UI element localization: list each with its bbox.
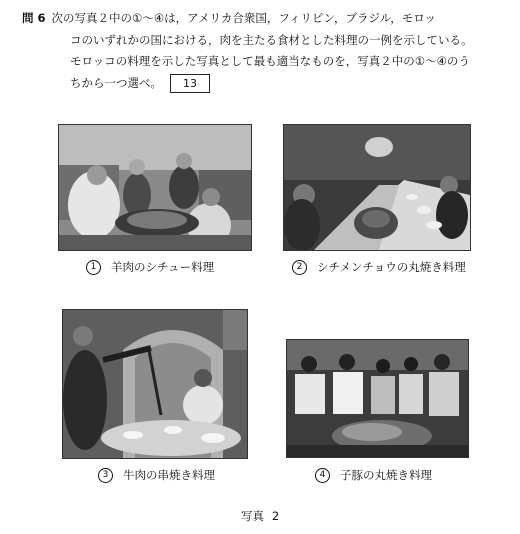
photo-4	[286, 339, 469, 458]
circled-number-1: 1	[86, 260, 101, 275]
question-label: 問 6	[22, 11, 46, 25]
question-line-1: 問 6 次の写真２中の①～④は，アメリカ合衆国，フィリピン，ブラジル，モロッ	[22, 11, 437, 25]
figure-label: 写真 2	[240, 509, 280, 523]
caption-1: 1 羊肉のシチュー料理	[86, 259, 214, 275]
circled-number-2: 2	[292, 260, 307, 275]
question-block	[22, 8, 512, 94]
circled-number-3: 3	[98, 468, 113, 483]
question-line-2: コのいずれかの国における，肉を主たる食材とした料理の一例を示している。	[70, 32, 473, 47]
caption-2: 2 シチメンチョウの丸焼き料理	[292, 259, 466, 275]
question-line-4: ちから一つ選べ。 13	[22, 73, 512, 95]
caption-3: 3 牛肉の串焼き料理	[98, 467, 215, 483]
answer-box: 13	[170, 74, 210, 93]
caption-4: 4 子豚の丸焼き料理	[315, 467, 432, 483]
photo-1	[58, 124, 252, 251]
photo-2	[283, 124, 471, 251]
question-line-3: モロッコの料理を示した写真として最も適当なものを，写真２中の①～④のう	[70, 54, 470, 68]
circled-number-4: 4	[315, 468, 330, 483]
photo-3	[62, 309, 248, 459]
